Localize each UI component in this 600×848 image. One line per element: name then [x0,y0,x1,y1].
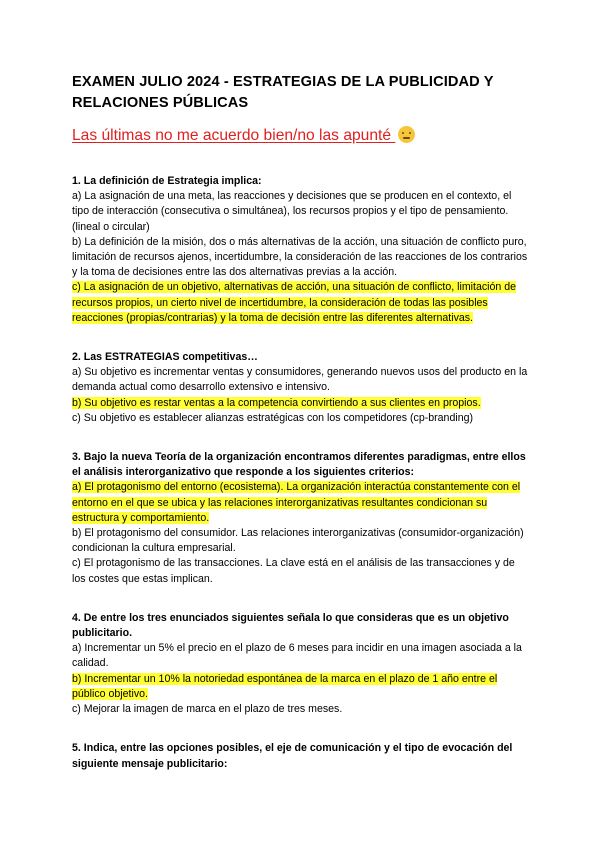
option-4c-text: c) Mejorar la imagen de marca en el plazo de tres meses. [72,703,343,716]
question-block-5 [72,741,530,771]
subtitle-text: Las últimas no me acuerdo bien/no las apunté [72,127,392,144]
option-1a-text: a) La asignación de una meta, las reacciones y decisiones que se producen en el contexto, el tipo de interacción (consecutiva o simultánea), los recursos propios y el tipo de pensamiento. (lineal o circular) [72,190,512,233]
question-block-1 [72,174,530,326]
option-2a [72,365,530,395]
subtitle-note [72,125,530,147]
question-block-4 [72,611,530,717]
title-line-2: RELACIONES PÚBLICAS [72,95,249,111]
slightly-frowning-face-icon [398,126,415,143]
option-1c [72,280,530,326]
option-3b [72,526,530,556]
option-3c-text: c) El protagonismo de las transacciones. La clave está en el análisis de las transacciones y de los costes que estas implican. [72,557,515,585]
option-4a [72,641,530,671]
option-2a-text: a) Su objetivo es incrementar ventas y consumidores, generando nuevos usos del producto en la demanda actual como desarrollo extensivo e intensivo. [72,366,528,394]
option-1b-text: b) La definición de la misión, dos o más alternativas de la acción, una situación de conflicto puro, limitación de recursos ajenos, incertidumbre, la consideración de las reacciones de los contrarios y la toma de decisiones entre las dos alternativas previas a la acción. [72,235,528,279]
option-1c-text: c) La asignación de un objetivo, alternativas de acción, una situación de conflicto, limitación de recursos propios, un cierto nivel de incertidumbre, la consideración de todas las posibles reacciones (propias/contrarias) y la toma de decisión entre las diferentes alternativas. [72,281,517,324]
question-block-3 [72,450,530,587]
option-1a [72,189,530,235]
questions-list [72,174,530,772]
option-3a-text: a) El protagonismo del entorno (ecosistema). La organización interactúa constantemente con el entorno en el que se ubica y las relaciones interorganizativas resultantes condicionan su estructura y comportamiento. [72,481,521,524]
option-4b [72,672,530,702]
option-2b-text: b) Su objetivo es restar ventas a la competencia convirtiendo a sus clientes en propios. [72,396,481,409]
option-2c-text: c) Su objetivo es establecer alianzas estratégicas con los competidores (cp-branding) [72,411,474,424]
question-text-3: 3. Bajo la nueva Teoría de la organización encontramos diferentes paradigmas, entre ellos el análisis interorganizativo que responde a los siguientes criterios: [72,451,526,479]
option-3c [72,556,530,586]
question-text-4: 4. De entre los tres enunciados siguientes señala lo que consideras que es un objetivo publicitario. [72,611,509,640]
option-4c [72,702,530,717]
question-block-2 [72,350,530,426]
option-4b-text: b) Incrementar un 10% la notoriedad espontánea de la marca en el plazo de 1 año entre el público objetivo. [72,672,498,700]
title-line-1: EXAMEN JULIO 2024 - ESTRATEGIAS DE LA PUBLICIDAD Y [72,74,494,90]
option-3b-text: b) El protagonismo del consumidor. Las relaciones interorganizativas (consumidor-organización) condicionan la cultura empresarial. [72,527,524,555]
option-3a [72,480,530,526]
document-title [72,72,530,114]
option-2c [72,411,530,426]
question-text-2: 2. Las ESTRATEGIAS competitivas… [72,351,258,364]
option-4a-text: a) Incrementar un 5% el precio en el plazo de 6 meses para incidir en una imagen asociada a la calidad. [72,642,522,670]
option-1b [72,235,530,281]
option-2b [72,396,530,411]
question-text-1: 1. La definición de Estrategia implica: [72,175,262,187]
question-text-5: 5. Indica, entre las opciones posibles, el eje de comunicación y el tipo de evocación del siguiente mensaje publicitario: [72,742,513,770]
